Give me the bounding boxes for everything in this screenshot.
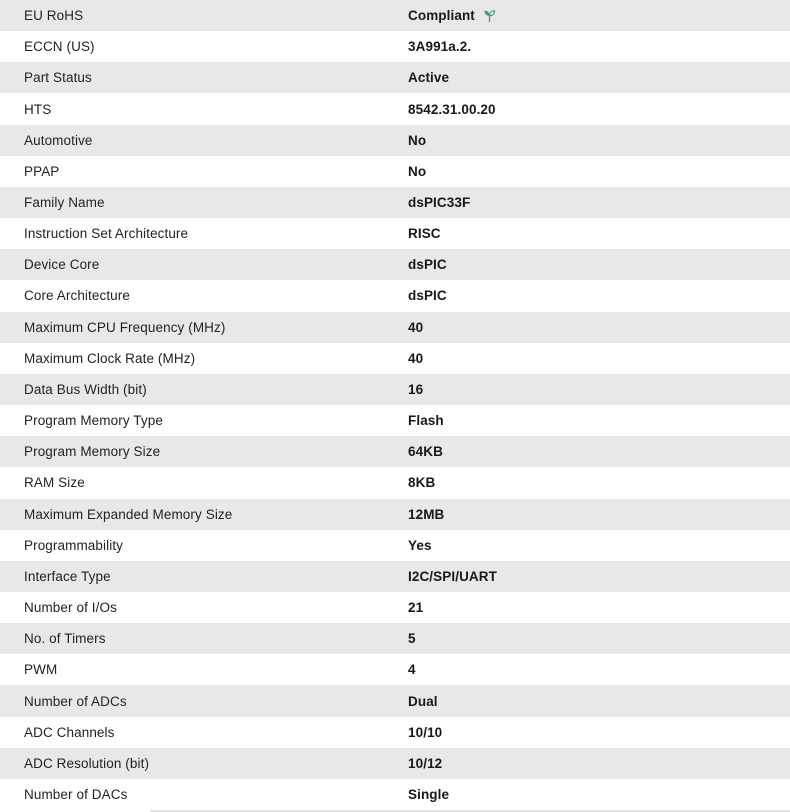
- table-row: [0, 561, 790, 592]
- spec-label: EU RoHS: [24, 8, 84, 24]
- spec-label: Data Bus Width (bit): [24, 381, 147, 397]
- table-row: [0, 312, 790, 343]
- spec-value: [408, 257, 790, 272]
- spec-label: Program Memory Size: [24, 444, 161, 460]
- spec-value-text: No: [408, 163, 427, 179]
- table-row: [0, 156, 790, 187]
- spec-label: Maximum Expanded Memory Size: [24, 506, 233, 522]
- spec-value: [408, 351, 790, 366]
- spec-label: Part Status: [24, 70, 92, 86]
- spec-value: [408, 320, 790, 335]
- table-row: [0, 280, 790, 311]
- spec-value-text: dsPIC: [408, 288, 447, 304]
- spec-value-text: Compliant: [408, 8, 475, 24]
- spec-value-text: dsPIC33F: [408, 195, 471, 211]
- spec-value: [408, 694, 790, 709]
- spec-value: [408, 444, 790, 459]
- table-row: [0, 748, 790, 779]
- spec-value-text: 5: [408, 631, 416, 647]
- spec-value-text: 10/12: [408, 755, 443, 771]
- spec-value: [408, 569, 790, 584]
- spec-label: Device Core: [24, 257, 100, 273]
- spec-label: Programmability: [24, 537, 124, 553]
- spec-label: Number of ADCs: [24, 693, 127, 709]
- spec-value-text: No: [408, 132, 427, 148]
- spec-value: [408, 195, 790, 210]
- spec-value-text: 64KB: [408, 444, 443, 460]
- spec-value-text: Flash: [408, 413, 444, 429]
- leaf-icon: [482, 8, 497, 23]
- table-row: [0, 685, 790, 716]
- spec-label: ADC Resolution (bit): [24, 755, 150, 771]
- spec-value: [408, 288, 790, 303]
- table-row: [0, 717, 790, 748]
- spec-value: [408, 507, 790, 522]
- spec-value-text: I2C/SPI/UART: [408, 568, 497, 584]
- spec-value-text: Yes: [408, 537, 432, 553]
- spec-label: No. of Timers: [24, 631, 106, 647]
- table-row: [0, 93, 790, 124]
- spec-value-text: Active: [408, 70, 450, 86]
- spec-value-text: 8KB: [408, 475, 436, 491]
- table-row: [0, 436, 790, 467]
- spec-label: Program Memory Type: [24, 413, 163, 429]
- spec-value-text: dsPIC: [408, 257, 447, 273]
- spec-value: [408, 382, 790, 397]
- spec-value-text: 40: [408, 350, 424, 366]
- spec-label: Core Architecture: [24, 288, 130, 304]
- table-row: [0, 218, 790, 249]
- table-row: [0, 405, 790, 436]
- table-row: [0, 249, 790, 280]
- spec-value-text: Dual: [408, 693, 438, 709]
- spec-label: Interface Type: [24, 568, 111, 584]
- table-row: [0, 125, 790, 156]
- spec-value-text: 16: [408, 381, 424, 397]
- spec-value-text: 21: [408, 600, 424, 616]
- spec-label: PPAP: [24, 163, 60, 179]
- table-row: [0, 374, 790, 405]
- spec-value: [408, 164, 790, 179]
- table-row: [0, 654, 790, 685]
- spec-label: Automotive: [24, 132, 93, 148]
- spec-value-text: 40: [408, 319, 424, 335]
- spec-label: PWM: [24, 662, 58, 678]
- spec-value-text: 8542.31.00.20: [408, 101, 496, 117]
- spec-value-text: RISC: [408, 226, 441, 242]
- spec-value: [408, 475, 790, 490]
- spec-label: Maximum Clock Rate (MHz): [24, 350, 196, 366]
- spec-value: [408, 413, 790, 428]
- spec-value-text: Single: [408, 786, 450, 802]
- spec-label: Instruction Set Architecture: [24, 226, 189, 242]
- spec-value: [408, 787, 790, 802]
- spec-value: [408, 662, 790, 677]
- spec-label: Number of I/Os: [24, 600, 117, 616]
- spec-value-text: 12MB: [408, 506, 445, 522]
- spec-label: ADC Channels: [24, 724, 115, 740]
- spec-value: [408, 600, 790, 615]
- spec-value-text: 4: [408, 662, 416, 678]
- spec-value: [408, 133, 790, 148]
- spec-value: [408, 102, 790, 117]
- table-row: [0, 530, 790, 561]
- table-row: [0, 62, 790, 93]
- table-row: [0, 31, 790, 62]
- table-row: [0, 187, 790, 218]
- table-row: [0, 0, 790, 31]
- table-row: [0, 623, 790, 654]
- spec-value: [408, 725, 790, 740]
- spec-value: [408, 70, 790, 85]
- spec-value: [408, 226, 790, 241]
- spec-value: [408, 8, 790, 23]
- table-row: [0, 343, 790, 374]
- spec-value: [408, 538, 790, 553]
- spec-value-text: 3A991a.2.: [408, 39, 472, 55]
- table-row: [0, 592, 790, 623]
- spec-label: Family Name: [24, 195, 105, 211]
- table-row: [0, 779, 790, 810]
- spec-label: Number of DACs: [24, 786, 128, 802]
- spec-value: [408, 39, 790, 54]
- spec-label: ECCN (US): [24, 39, 95, 55]
- spec-value-text: 10/10: [408, 724, 443, 740]
- spec-value: [408, 756, 790, 771]
- spec-label: HTS: [24, 101, 52, 117]
- spec-label: RAM Size: [24, 475, 85, 491]
- spec-label: Maximum CPU Frequency (MHz): [24, 319, 226, 335]
- table-row: [0, 499, 790, 530]
- table-row: [0, 467, 790, 498]
- spec-value: [408, 631, 790, 646]
